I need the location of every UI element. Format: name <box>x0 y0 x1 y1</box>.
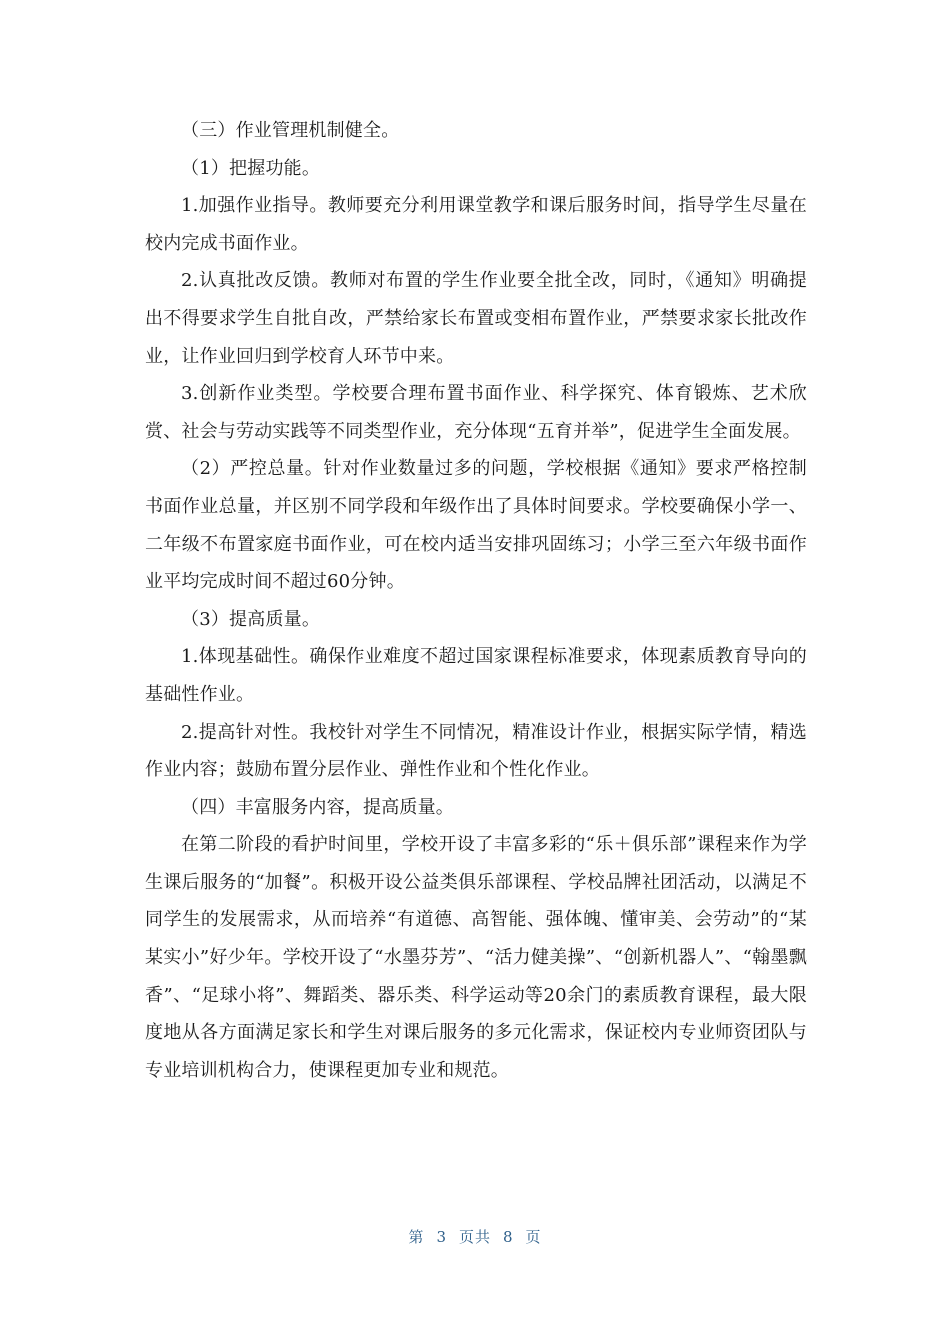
subheading-grasp-function: （1）把握功能。 <box>181 157 321 179</box>
section-heading-3: （三）作业管理机制健全。 <box>181 120 400 141</box>
paragraph-targeted: 2.提高针对性。我校针对学生不同情况，精准设计作业，根据实际学情，精选作业内容；鼓励布置分层作业、弹性作业和个性化作业。 <box>145 721 807 781</box>
paragraph-club-courses: 在第二阶段的看护时间里，学校开设了丰富多彩的“乐＋俱乐部”课程来作为学生课后服务的“加餐”。积极开设公益类俱乐部课程、学校品牌社团活动，以满足不同学生的发展需求，从而培养“有道德、高智能、强体魄、懂审美、会劳动”的“某某实小”好少年。学校开设了“水墨芬芳”、“活力健美操”、“创新机器人”、“翰墨飘香”、“足球小将”、舞蹈类、器乐类、科学运动等20余门的素质教育课程，最大限度地从各方面满足家长和学生对课后服务的多元化需求，保证校内专业师资团队与专业培训机构合力，使课程更加专业和规范。 <box>145 834 807 1081</box>
footer-suffix: 页 <box>525 1228 542 1246</box>
paragraph-basic: 1.体现基础性。确保作业难度不超过国家课程标准要求，体现素质教育导向的基础性作业。 <box>145 646 807 705</box>
paragraph-feedback: 2.认真批改反馈。教师对布置的学生作业要全批全改，同时，《通知》明确提出不得要求学生自批自改，严禁给家长布置或变相布置作业，严禁要求家长批改作业，让作业回归到学校育人环节中来。 <box>145 270 807 367</box>
section-heading-4: （四）丰富服务内容，提高质量。 <box>181 796 454 818</box>
paragraph-guidance: 1.加强作业指导。教师要充分利用课堂教学和课后服务时间，指导学生尽量在校内完成书面作业。 <box>145 195 807 254</box>
footer-middle: 页共 <box>458 1228 491 1246</box>
paragraph-innovation: 3.创新作业类型。学校要合理布置书面作业、科学探究、体育锻炼、艺术欣赏、社会与劳动实践等不同类型作业，充分体现“五育并举”，促进学生全面发展。 <box>145 383 807 442</box>
footer-prefix: 第 <box>408 1228 425 1246</box>
subheading-quality: （3）提高质量。 <box>181 608 321 630</box>
footer-total-pages: 8 <box>503 1228 514 1246</box>
document-body <box>145 112 807 1089</box>
page-footer <box>0 1226 950 1247</box>
paragraph-control-total: （2）严控总量。针对作业数量过多的问题，学校根据《通知》要求严格控制书面作业总量，并区别不同学段和年级作出了具体时间要求。学校要确保小学一、二年级不布置家庭书面作业，可在校内适当安排巩固练习；小学三至六年级书面作业平均完成时间不超过60分钟。 <box>145 458 807 593</box>
footer-current-page: 3 <box>436 1228 447 1246</box>
